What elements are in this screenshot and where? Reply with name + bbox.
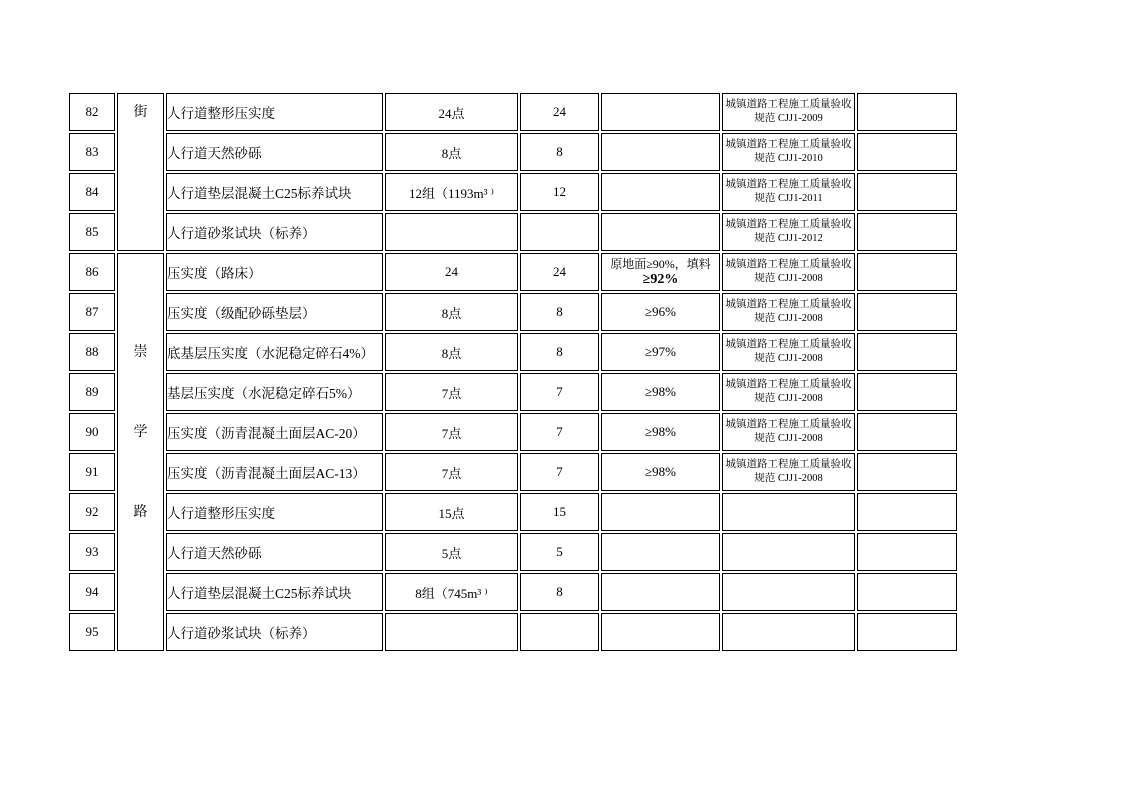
standard-cell: 城镇道路工程施工质量验收规范 CJJ1-2008 (722, 453, 855, 491)
count-cell: 7 (520, 413, 599, 451)
quantity-cell: 8点 (385, 133, 518, 171)
notes-cell (857, 533, 957, 571)
quantity-cell (385, 613, 518, 651)
road-name-char: 崇 (133, 345, 148, 360)
requirement-line1: 原地面≥90%，填料 (610, 257, 711, 271)
item-cell: 基层压实度（水泥稳定碎石5%） (166, 373, 383, 411)
table-row (69, 133, 957, 171)
quantity-cell: 7点 (385, 373, 518, 411)
requirement-cell: ≥98% (601, 413, 720, 451)
row-no-cell: 92 (69, 493, 115, 531)
count-cell (520, 213, 599, 251)
quantity-cell: 5点 (385, 533, 518, 571)
quantity-cell: 24点 (385, 93, 518, 131)
item-cell: 人行道整形压实度 (166, 93, 383, 131)
row-no-cell: 93 (69, 533, 115, 571)
table-row (69, 213, 957, 251)
standard-cell: 城镇道路工程施工质量验收规范 CJJ1-2008 (722, 373, 855, 411)
quantity-cell: 8组（745m³ ⁾ (385, 573, 518, 611)
item-cell: 人行道砂浆试块（标养） (166, 613, 383, 651)
item-cell: 人行道垫层混凝土C25标养试块 (166, 573, 383, 611)
row-no-cell: 82 (69, 93, 115, 131)
count-cell: 12 (520, 173, 599, 211)
item-cell: 压实度（沥青混凝土面层AC-20） (166, 413, 383, 451)
notes-cell (857, 453, 957, 491)
notes-cell (857, 133, 957, 171)
table-row (69, 453, 957, 491)
item-cell: 人行道天然砂砾 (166, 133, 383, 171)
item-cell: 压实度（级配砂砾垫层） (166, 293, 383, 331)
standard-cell (722, 533, 855, 571)
standard-cell (722, 493, 855, 531)
row-no-cell: 86 (69, 253, 115, 291)
requirement-line2: ≥92% (642, 272, 679, 287)
quantity-cell: 24 (385, 253, 518, 291)
road-name-cell (117, 253, 164, 651)
notes-cell (857, 213, 957, 251)
item-cell: 人行道砂浆试块（标养） (166, 213, 383, 251)
table-row (69, 93, 957, 131)
notes-cell (857, 573, 957, 611)
road-name-char: 学 (133, 425, 148, 440)
requirement-cell (601, 133, 720, 171)
quantity-cell: 12组（1193m³ ⁾ (385, 173, 518, 211)
notes-cell (857, 333, 957, 371)
notes-cell (857, 373, 957, 411)
standard-cell: 城镇道路工程施工质量验收规范 CJJ1-2012 (722, 213, 855, 251)
row-no-cell: 88 (69, 333, 115, 371)
standard-cell: 城镇道路工程施工质量验收规范 CJJ1-2009 (722, 93, 855, 131)
requirement-cell (601, 173, 720, 211)
standard-cell: 城镇道路工程施工质量验收规范 CJJ1-2008 (722, 293, 855, 331)
row-no-cell: 90 (69, 413, 115, 451)
notes-cell (857, 293, 957, 331)
table-row (69, 333, 957, 371)
row-no-cell: 89 (69, 373, 115, 411)
count-cell: 8 (520, 133, 599, 171)
notes-cell (857, 613, 957, 651)
count-cell: 8 (520, 293, 599, 331)
table-row (69, 613, 957, 651)
quantity-cell: 7点 (385, 453, 518, 491)
requirement-cell (601, 613, 720, 651)
count-cell: 24 (520, 253, 599, 291)
count-cell: 5 (520, 533, 599, 571)
row-no-cell: 84 (69, 173, 115, 211)
road-name-char: 街 (133, 105, 148, 120)
table-row (69, 533, 957, 571)
notes-cell (857, 173, 957, 211)
table-row (69, 413, 957, 451)
table-row (69, 493, 957, 531)
road-name-char: 路 (133, 505, 148, 520)
count-cell (520, 613, 599, 651)
table-row (69, 253, 957, 291)
item-cell: 人行道整形压实度 (166, 493, 383, 531)
item-cell: 底基层压实度（水泥稳定碎石4%） (166, 333, 383, 371)
requirement-cell (601, 253, 720, 291)
standard-cell: 城镇道路工程施工质量验收规范 CJJ1-2010 (722, 133, 855, 171)
standard-cell: 城镇道路工程施工质量验收规范 CJJ1-2008 (722, 333, 855, 371)
quantity-cell: 7点 (385, 413, 518, 451)
road-name-cell (117, 93, 164, 251)
requirement-cell: ≥98% (601, 373, 720, 411)
count-cell: 7 (520, 453, 599, 491)
standard-cell (722, 613, 855, 651)
requirement-cell (601, 533, 720, 571)
row-no-cell: 95 (69, 613, 115, 651)
notes-cell (857, 93, 957, 131)
count-cell: 8 (520, 333, 599, 371)
notes-cell (857, 253, 957, 291)
item-cell: 人行道垫层混凝土C25标养试块 (166, 173, 383, 211)
count-cell: 24 (520, 93, 599, 131)
quantity-cell: 8点 (385, 333, 518, 371)
notes-cell (857, 413, 957, 451)
inspection-table (67, 91, 959, 653)
standard-cell (722, 573, 855, 611)
table-row (69, 293, 957, 331)
requirement-cell (601, 493, 720, 531)
notes-cell (857, 493, 957, 531)
table-row (69, 573, 957, 611)
quantity-cell (385, 213, 518, 251)
item-cell: 压实度（沥青混凝土面层AC-13） (166, 453, 383, 491)
requirement-cell (601, 213, 720, 251)
standard-cell: 城镇道路工程施工质量验收规范 CJJ1-2008 (722, 413, 855, 451)
table-row (69, 373, 957, 411)
requirement-cell (601, 573, 720, 611)
count-cell: 8 (520, 573, 599, 611)
quantity-cell: 15点 (385, 493, 518, 531)
requirement-cell: ≥97% (601, 333, 720, 371)
quantity-cell: 8点 (385, 293, 518, 331)
row-no-cell: 91 (69, 453, 115, 491)
count-cell: 7 (520, 373, 599, 411)
requirement-cell: ≥96% (601, 293, 720, 331)
count-cell: 15 (520, 493, 599, 531)
row-no-cell: 94 (69, 573, 115, 611)
table-row (69, 173, 957, 211)
item-cell: 压实度（路床） (166, 253, 383, 291)
requirement-cell (601, 93, 720, 131)
row-no-cell: 83 (69, 133, 115, 171)
row-no-cell: 87 (69, 293, 115, 331)
row-no-cell: 85 (69, 213, 115, 251)
requirement-cell: ≥98% (601, 453, 720, 491)
item-cell: 人行道天然砂砾 (166, 533, 383, 571)
standard-cell: 城镇道路工程施工质量验收规范 CJJ1-2011 (722, 173, 855, 211)
standard-cell: 城镇道路工程施工质量验收规范 CJJ1-2008 (722, 253, 855, 291)
